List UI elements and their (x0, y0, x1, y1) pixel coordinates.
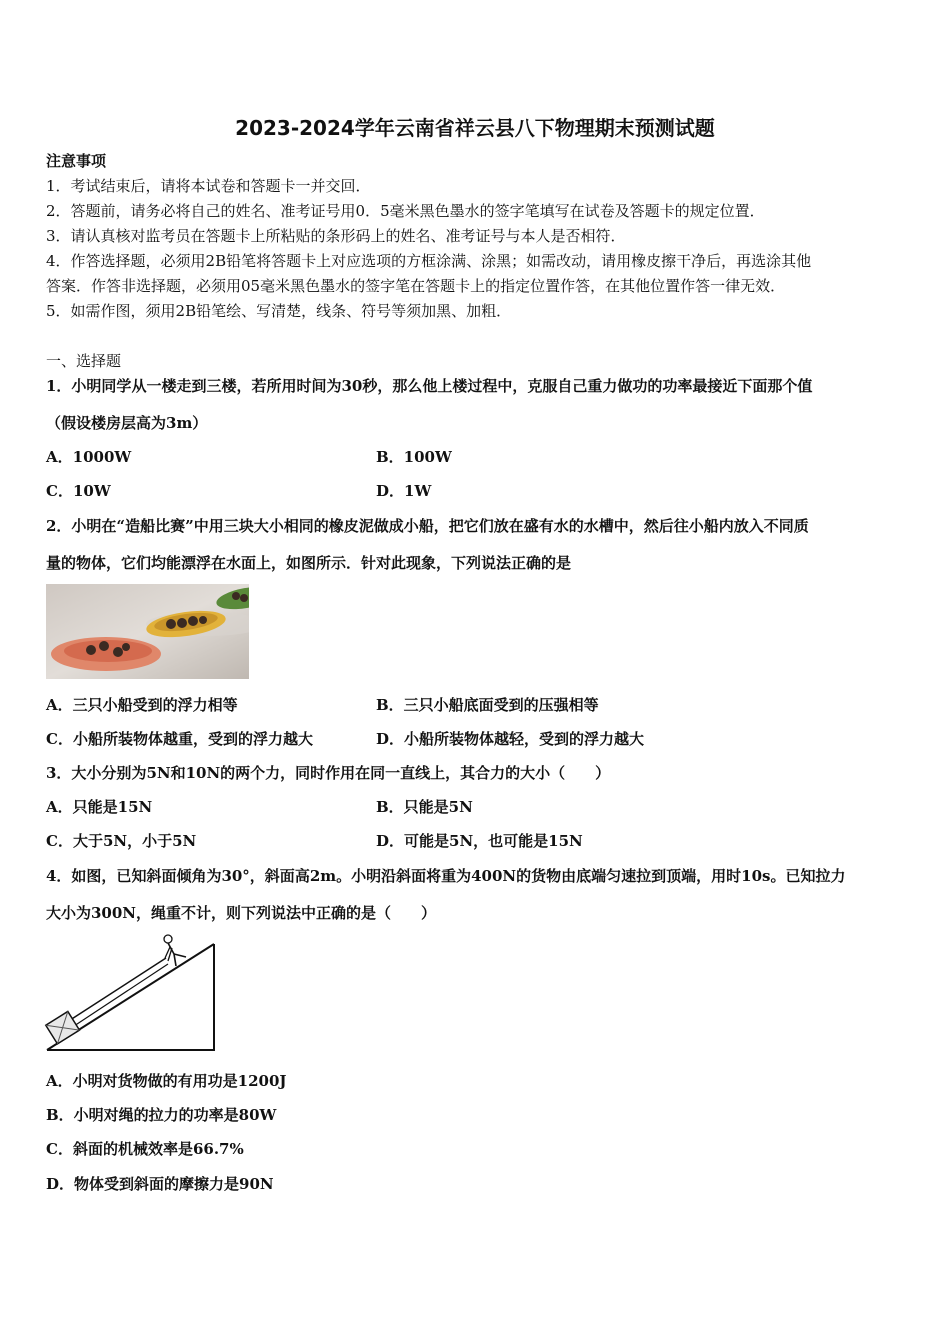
q2-option-c: C．小船所装物体越重，受到的浮力越大 (46, 730, 313, 748)
q4-stem: 4．如图，已知斜面倾角为30°，斜面高2m。小明沿斜面将重为400N的货物由底端匀速拉到顶端，用时10s。已知拉力 (46, 867, 846, 885)
notice-item: 答案．作答非选择题，必须用05毫米黑色墨水的签字笔在答题卡上的指定位置作答，在其他位置作答一律无效． (46, 277, 786, 295)
q2-option-b: B．三只小船底面受到的压强相等 (376, 696, 599, 714)
q2-option-a: A．三只小船受到的浮力相等 (46, 696, 238, 714)
q3-option-a: A．只能是15N (46, 798, 153, 816)
q1-stem-cont: （假设楼房层高为3m） (46, 414, 208, 432)
q1-option-c: C．10W (46, 482, 111, 500)
notice-item: 2．答题前，请务必将自己的姓名、准考证号用0．5毫米黑色墨水的签字笔填写在试卷及答题卡的规定位置． (46, 202, 765, 220)
clay-boats-photo (46, 584, 249, 679)
notice-item: 1．考试结束后，请将本试卷和答题卡一并交回． (46, 177, 371, 195)
section-heading: 一、选择题 (46, 352, 122, 370)
q3-option-b: B．只能是5N (376, 798, 473, 816)
incline-diagram (44, 932, 220, 1056)
q1-stem: 1．小明同学从一楼走到三楼，若所用时间为30秒，那么他上楼过程中，克服自己重力做功的功率最接近下面那个值 (46, 377, 813, 395)
q4-stem-cont: 大小为300N，绳重不计，则下列说法中正确的是（ ） (46, 904, 437, 922)
q4-option-b: B．小明对绳的拉力的功率是80W (46, 1106, 277, 1124)
q4-option-a: A．小明对货物做的有用功是1200J (46, 1072, 287, 1090)
q2-option-d: D．小船所装物体越轻，受到的浮力越大 (376, 730, 645, 748)
notice-item: 4．作答选择题，必须用2B铅笔将答题卡上对应选项的方框涂满、涂黑；如需改动，请用橡皮擦干净后，再选涂其他 (46, 252, 812, 270)
q2-stem-cont: 量的物体，它们均能漂浮在水面上，如图所示．针对此现象，下列说法正确的是 (46, 554, 572, 572)
q4-option-c: C．斜面的机械效率是66.7% (46, 1140, 244, 1158)
q3-option-d: D．可能是5N，也可能是15N (376, 832, 583, 850)
notice-item: 5．如需作图，须用2B铅笔绘、写清楚，线条、符号等须加黑、加粗． (46, 302, 512, 320)
q3-option-c: C．大于5N，小于5N (46, 832, 197, 850)
q1-option-a: A．1000W (46, 448, 132, 466)
q2-stem: 2．小明在“造船比赛”中用三块大小相同的橡皮泥做成小船，把它们放在盛有水的水槽中，然后往小船内放入不同质 (46, 517, 809, 535)
q1-option-d: D．1W (376, 482, 432, 500)
notice-item: 3．请认真核对监考员在答题卡上所粘贴的条形码上的姓名、准考证号与本人是否相符． (46, 227, 626, 245)
q1-option-b: B．100W (376, 448, 452, 466)
q3-stem: 3．大小分别为5N和10N的两个力，同时作用在同一直线上，其合力的大小（ ） (46, 764, 611, 782)
page-title: 2023-2024学年云南省祥云县八下物理期末预测试题 (235, 116, 715, 140)
notice-heading: 注意事项 (46, 152, 107, 170)
q4-option-d: D．物体受到斜面的摩擦力是90N (46, 1175, 274, 1193)
